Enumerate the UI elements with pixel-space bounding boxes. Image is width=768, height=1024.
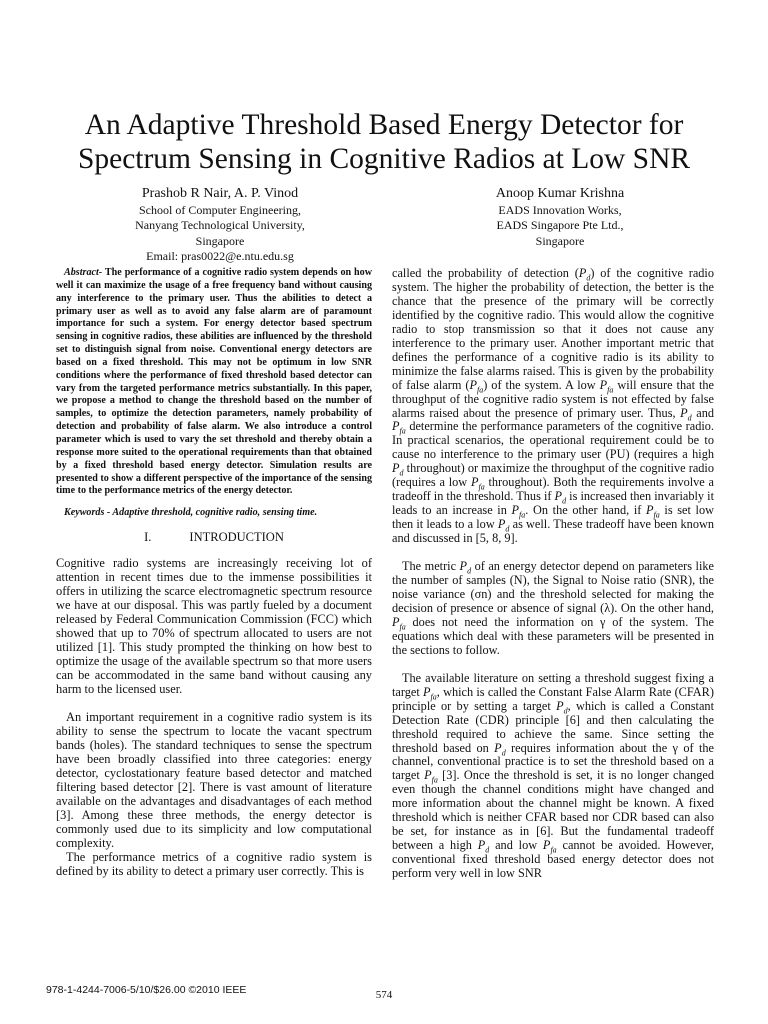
- right-column: [392, 267, 714, 881]
- author-name: Prashob R Nair, A. P. Vinod: [141, 186, 299, 201]
- right-paragraph-1: called the probability of detection $(P_d)$ of the cognitive radio system. The higher the probability of detection, the better is the chance that the presence of the primary will be correctly identified by the cognitive radio. This would allow the cognitive radio to stop transmission so that it does not cause any interference to the primary user. Another important metric that defines the performance of a cognitive radio is its ability to minimize the false alarms raised. This is given by the probability of false alarm $(P_{fa})$ of the system. A low $P_{fa}$ will ensure that the throughput of the cognitive radio system is not effected by false alarms raised about the presence of primary user. Thus, $P_d$ and $P_{fa}$ determine the performance parameters of the cognitive radio. In practical scenarios, the operational requirement could be to cause no interference to the primary user (PU) (requires a high $P_d$ throughout) or maximize the throughput of the cognitive radio (requires a low $P_{fa}$ throughout). Both the requirements involve a tradeoff in the threshold. Thus if $P_d$ is increased then invariably it leads to an increase in $P_{fa}$. On the other hand, if $P_{fa}$ is set low then it leads to a low $P_d$ as well. These tradeoff have been known and discussed in [5, 8, 9].: [392, 266, 715, 546]
- author-affiliation: EADS Innovation Works,: [498, 202, 622, 217]
- title-line-1: An Adaptive Threshold Based Energy Detector for: [84, 109, 684, 141]
- author-affiliation: Singapore: [195, 233, 245, 248]
- author-name: Anoop Kumar Krishna: [495, 186, 625, 201]
- intro-paragraph-2: An important requirement in a cognitive radio system is its ability to sense the spectrum to locate the vacant spectrum bands (holes). The standard techniques to sense the spectrum have been broadly classified into three categories: energy detector, cyclostationary feature based detector and matched filtering based detector [2]. There is vast amount of literature available on the advantages and disadvantages of each method [3]. Among these three methods, the energy detector is commonly used due to its simplicity and low computational complexity.: [56, 709, 372, 850]
- author-block-1: [90, 186, 350, 265]
- author-email: Email: pras0022@e.ntu.edu.sg: [146, 249, 294, 263]
- title-line-2: Spectrum Sensing in Cognitive Radios at Low SNR: [77, 143, 691, 175]
- right-paragraph-3: The available literature on setting a threshold suggest fixing a target $P_{fa}$, which is called the Constant False Alarm Rate (CFAR) principle or by setting a target $P_d$, which is called a Constant Detection Rate (CDR) principle [6] and then calculating the threshold required to achieve the same. Since setting the threshold based on $P_d$ requires information about the γ of the channel, conventional practice is to set the threshold based on a target $P_{fa}$ [3]. Once the threshold is set, it is no longer changed even though the channel conditions might have changed and more information about the channel might be known. A fixed threshold which is neither CFAR based nor CDR based can also be set, for instance as in [6]. But the fundamental tradeoff between a high $P_d$ and low $P_{fa}$ cannot be avoided. However, conventional fixed threshold based energy detector does not perform very well in low SNR: [392, 670, 714, 881]
- paper-title: [30, 108, 738, 176]
- intro-paragraph-1: Cognitive radio systems are increasingly receiving lot of attention in recent times due to the immense possibilities it offers in utilizing the scarce electromagnetic spectrum resource we have at our disposal. This was partly fueled by a document released by Federal Communication Commission (FCC) which showed that up to 70% of spectrum allocated to users are not utilized [1]. This study prompted the thinking on how best to optimize the usage of the available spectrum so that more users can be accommodated in the same band without causing any harm to the licensed user.: [56, 555, 372, 696]
- section-heading: [56, 530, 372, 544]
- author-affiliation: EADS Singapore Pte Ltd.,: [496, 218, 624, 232]
- page-number: 574: [375, 989, 393, 1001]
- author-affiliation: Nanyang Technological University,: [135, 218, 305, 232]
- author-block-2: [415, 186, 705, 249]
- author-affiliation: Singapore: [535, 233, 585, 248]
- right-paragraph-2: The metric $P_d$ of an energy detector depend on parameters like the number of samples (N), the Signal to Noise ratio (SNR), the noise variance (σn) and the threshold selected for making the decision of presence or absence of signal (λ). On the other hand, $P_{fa}$ does not need the information on γ of the system. The equations which deal with these parameters will be presented in the sections to follow.: [392, 559, 714, 657]
- left-column: [56, 267, 372, 878]
- section-title: INTRODUCTION: [189, 529, 284, 544]
- copyright-footer: 978-1-4244-7006-5/10/$26.00 ©2010 IEEE: [46, 984, 247, 996]
- abstract: [56, 267, 372, 498]
- section-number: I.: [144, 529, 152, 544]
- author-affiliation: School of Computer Engineering,: [139, 202, 301, 217]
- abstract-label: Abstract-: [64, 267, 103, 278]
- intro-paragraph-3: The performance metrics of a cognitive radio system is defined by its ability to detect a primary user correctly. This is: [56, 849, 372, 878]
- keywords: Keywords - Adaptive threshold, cognitive radio, sensing time.: [64, 507, 318, 519]
- abstract-text: The performance of a cognitive radio system depends on how well it can maximize the usage of a free frequency band without causing any interference to the primary user. Thus the abilities to detect a primary user as well as to avoid any false alarm are of paramount importance for such a system. For energy detector based spectrum sensing in cognitive radios, these abilities are influenced by the threshold set to distinguish signal from noise. Conventional energy detectors are based on a fixed threshold. This may not be optimum in low SNR conditions where the performance of fixed threshold based detector can vary from the targeted performance metrics substantially. In this paper, we propose a method to change the threshold based on the number of samples, to optimize the detection parameters, namely probability of detection and probability of false alarm. We also introduce a control parameter which is used to vary the set threshold and thereby obtain a response more suited to the operational requirements than that obtained by a fixed threshold based energy detector. Simulation results are presented to show a different perspective of the importance of the sensing time to the performance metrics of the energy detector.: [56, 267, 373, 497]
